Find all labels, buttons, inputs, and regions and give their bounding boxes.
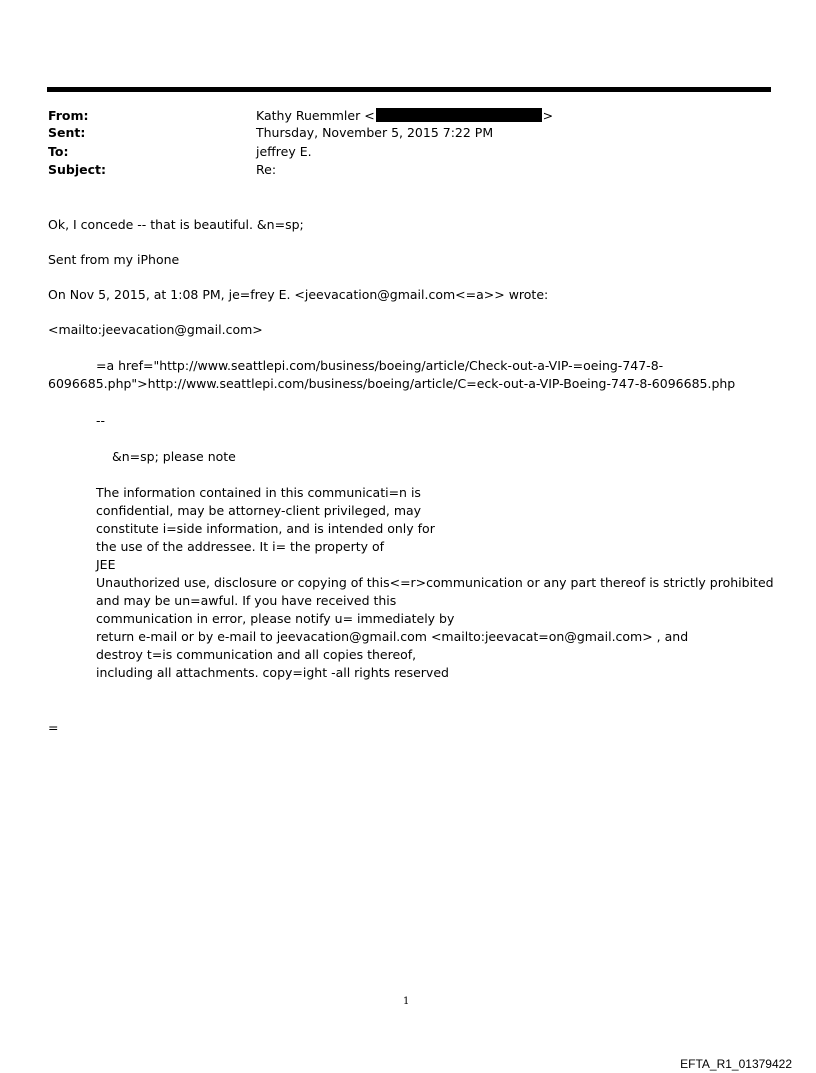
iphone-signature: Sent from my iPhone bbox=[48, 252, 180, 267]
disclaimer-line: Unauthorized use, disclosure or copying of this<=r>communication or any part thereof is strictly prohibited bbox=[96, 575, 774, 590]
link-line-2: 6096685.php">http://www.seattlepi.com/business/boeing/article/C=eck-out-a-VIP-Boeing-747-8-6096685.php bbox=[48, 376, 736, 391]
subject-label: Subject: bbox=[48, 162, 106, 177]
from-label: From: bbox=[48, 108, 89, 123]
quoted-message-header: On Nov 5, 2015, at 1:08 PM, je=frey E. <jeevacation@gmail.com<=a>> wrote: bbox=[48, 287, 549, 302]
sent-value: Thursday, November 5, 2015 7:22 PM bbox=[256, 125, 494, 140]
page-number: 1 bbox=[403, 996, 410, 1007]
to-value: jeffrey E. bbox=[256, 144, 312, 159]
disclaimer-line: including all attachments. copy=ight -all rights reserved bbox=[96, 665, 449, 680]
disclaimer-line: communication in error, please notify u= immediately by bbox=[96, 611, 455, 626]
disclaimer-line: constitute i=side information, and is intended only for bbox=[96, 521, 435, 536]
disclaimer-line: return e-mail or by e-mail to jeevacation@gmail.com <mailto:jeevacat=on@gmail.com> , and bbox=[96, 629, 689, 644]
disclaimer-line: confidential, may be attorney-client privileged, may bbox=[96, 503, 422, 518]
document-id: EFTA_R1_01379422 bbox=[680, 1057, 792, 1071]
reply-text: Ok, I concede -- that is beautiful. &n=sp; bbox=[48, 217, 304, 232]
redacted-email-block bbox=[376, 108, 542, 122]
disclaimer-line: destroy t=is communication and all copies thereof, bbox=[96, 647, 417, 662]
disclaimer-line: JEE bbox=[96, 557, 116, 572]
from-value bbox=[256, 108, 553, 124]
header-top-rule bbox=[47, 87, 771, 92]
trailing-equals: = bbox=[48, 720, 59, 735]
mailto-line: <mailto:jeevacation@gmail.com> bbox=[48, 322, 263, 337]
dash-separator: -- bbox=[96, 413, 106, 428]
link-line-1: =a href="http://www.seattlepi.com/business/boeing/article/Check-out-a-VIP-=oeing-747-8- bbox=[96, 358, 664, 373]
from-name: Kathy Ruemmler < bbox=[256, 108, 375, 123]
subject-value: Re: bbox=[256, 162, 277, 177]
to-label: To: bbox=[48, 144, 69, 159]
from-close-bracket: > bbox=[542, 108, 554, 123]
disclaimer-line: The information contained in this communicati=n is bbox=[96, 485, 421, 500]
disclaimer-line: the use of the addressee. It i= the property of bbox=[96, 539, 385, 554]
sent-label: Sent: bbox=[48, 125, 86, 140]
please-note-line: &n=sp; please note bbox=[112, 449, 236, 464]
disclaimer-line: and may be un=awful. If you have received this bbox=[96, 593, 397, 608]
